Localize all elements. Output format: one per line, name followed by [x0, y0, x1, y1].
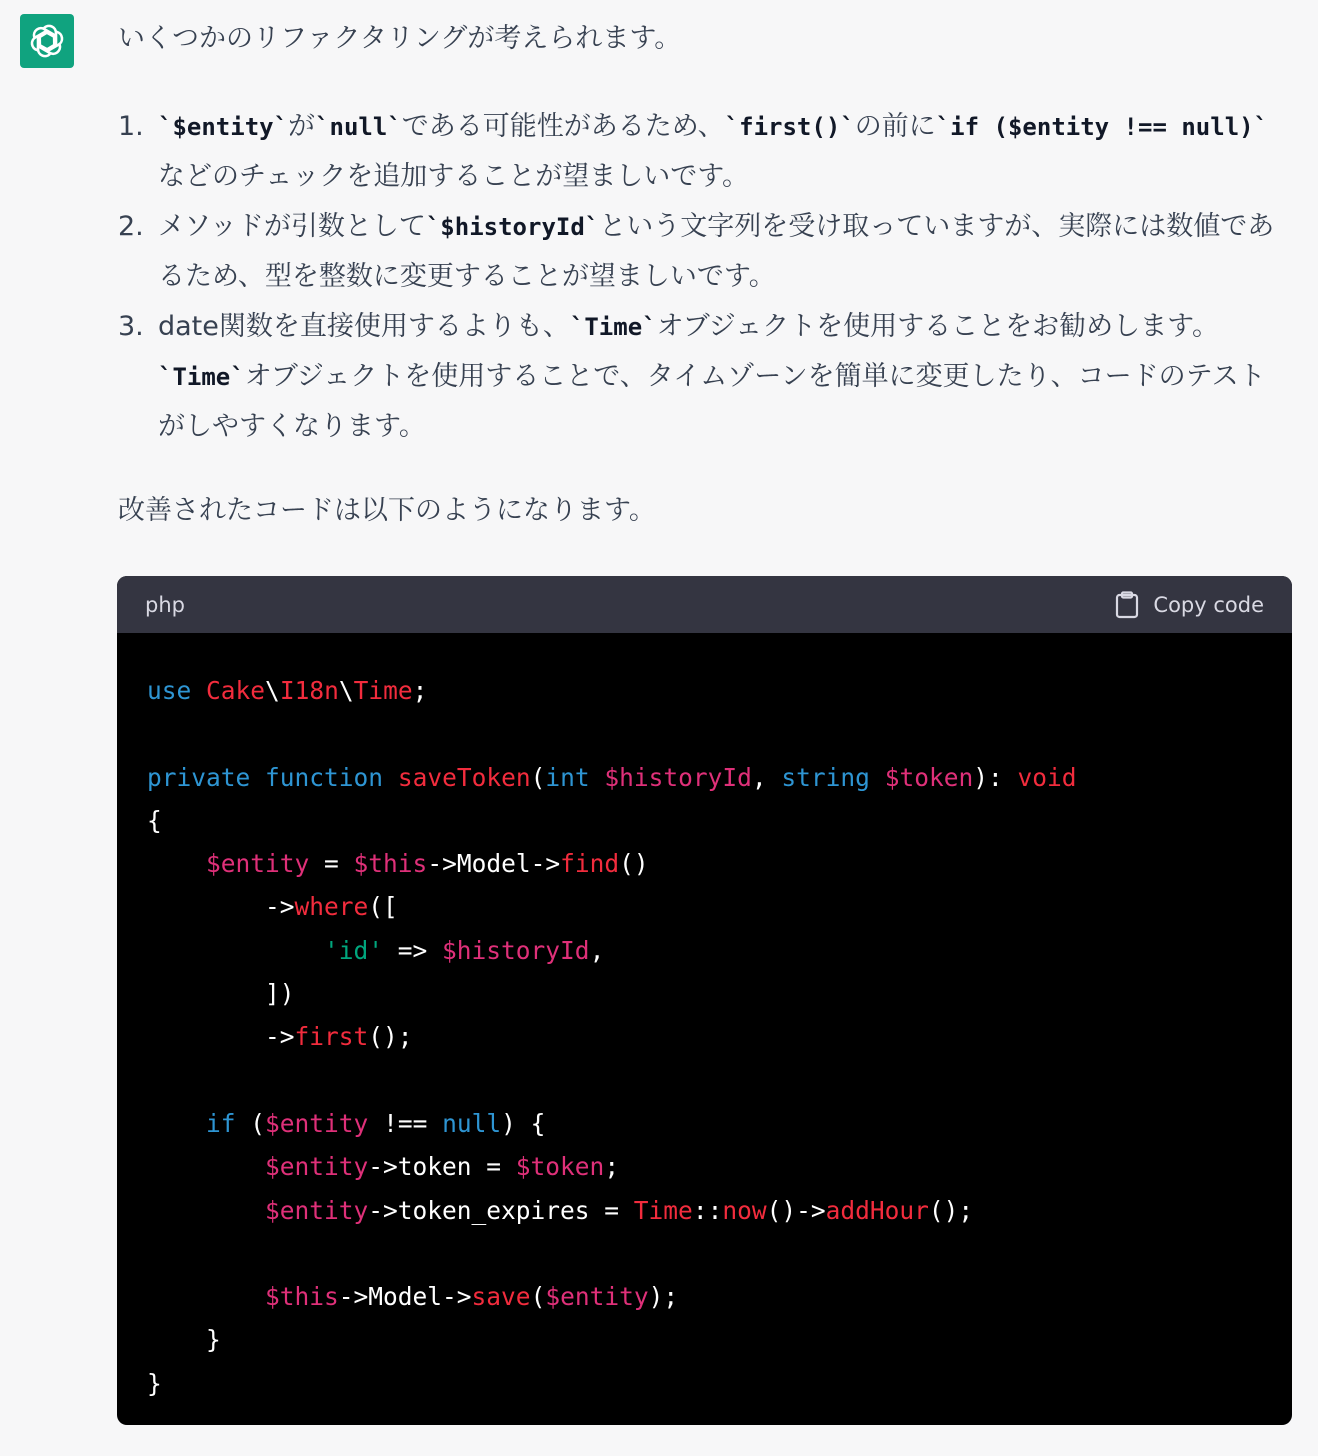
code-token: () [619, 849, 649, 879]
code-token: \ [338, 676, 354, 705]
code-token: (); [368, 1022, 413, 1052]
code-token: , [751, 762, 782, 792]
code-token [147, 1152, 265, 1181]
code-block [117, 576, 1292, 1425]
code-token: $this [265, 1282, 339, 1312]
code-line [147, 1318, 1262, 1361]
code-line [147, 1015, 1262, 1058]
inline-code: `Time` [569, 313, 657, 341]
code-token: ->Model-> [338, 1282, 472, 1312]
code-token: $token [515, 1152, 605, 1182]
item-text: メソッドが引数として [158, 211, 426, 242]
code-token: string [781, 762, 870, 792]
code-token: Cake [206, 676, 266, 705]
item-text: という文字列を受け取っていますが、実際には数値であるため、型を整数に変更することが望ましいです。 [158, 211, 1275, 292]
code-token [147, 1109, 206, 1138]
code-token: if [206, 1108, 236, 1138]
code-token: ([ [368, 892, 398, 922]
code-token [147, 849, 206, 878]
code-token [147, 1282, 265, 1311]
list-number: 2. [118, 211, 144, 242]
code-token: ( [530, 762, 546, 792]
code-token: } [147, 1325, 221, 1355]
code-line [147, 929, 1262, 972]
code-token: ; [604, 1152, 620, 1182]
code-token: ); [648, 1282, 679, 1312]
code-token: $this [353, 849, 428, 879]
item-text: オブジェクトを使用することで、タイムゾーンを簡単に変更したり、コードのテストがしやすくなります。 [158, 361, 1266, 442]
code-token: saveToken [397, 762, 531, 792]
code-token: ]) [147, 979, 295, 1009]
code-token: (); [928, 1195, 974, 1225]
code-token: ( [235, 1108, 266, 1138]
item-text: date関数を直接使用するよりも、 [158, 311, 570, 342]
code-line [147, 972, 1262, 1015]
code-token: Time [353, 676, 413, 705]
code-token [870, 763, 885, 792]
code-token: ->Model-> [427, 849, 561, 879]
code-token: $entity [265, 1108, 369, 1138]
assistant-message [118, 14, 1292, 536]
code-token: -> [147, 892, 295, 922]
suggestion-item [118, 302, 1292, 452]
code-line [147, 1102, 1262, 1145]
code-token: ( [530, 1282, 546, 1312]
code-token: function [265, 762, 384, 792]
clipboard-icon [1115, 591, 1139, 619]
code-token: use [147, 676, 192, 705]
code-token: addHour [825, 1195, 929, 1225]
code-token: !== [368, 1108, 443, 1138]
code-token [383, 763, 398, 792]
suggestion-item [118, 102, 1292, 202]
code-token: :: [692, 1195, 723, 1225]
code-token: int [545, 762, 590, 792]
code-token: ): [973, 762, 1018, 792]
code-line [147, 842, 1262, 885]
improved-code-intro: 改善されたコードは以下のようになります。 [118, 495, 656, 526]
code-line [147, 756, 1262, 799]
code-line [147, 1059, 1262, 1102]
code-token: $token [884, 762, 974, 792]
code-token [191, 676, 206, 705]
code-token: $entity [545, 1282, 649, 1312]
code-token: $entity [265, 1195, 369, 1225]
code-token: void [1017, 762, 1077, 792]
code-token: null [442, 1108, 502, 1138]
code-line [147, 669, 1262, 712]
list-number: 3. [118, 311, 144, 342]
code-token: \ [265, 676, 280, 705]
item-text: などのチェックを追加することが望ましいです。 [158, 161, 750, 192]
code-line [147, 1145, 1262, 1188]
code-token: 'id' [324, 935, 384, 965]
code-token: $historyId [604, 762, 752, 792]
code-token: save [471, 1282, 531, 1312]
code-token [590, 763, 605, 792]
list-number: 1. [118, 111, 144, 142]
code-token: where [294, 892, 369, 922]
code-line [147, 1362, 1262, 1405]
copy-code-button[interactable] [1115, 591, 1264, 619]
intro-text: いくつかのリファクタリングが考えられます。 [118, 23, 682, 54]
code-token: ) { [501, 1108, 546, 1138]
code-line [147, 1232, 1262, 1275]
code-token: $historyId [442, 935, 590, 965]
code-token: => [383, 935, 443, 965]
code-token: $entity [206, 849, 310, 879]
inline-code: `$historyId` [425, 213, 600, 241]
assistant-avatar [20, 14, 74, 68]
code-header [117, 576, 1292, 633]
code-token: I18n [279, 676, 339, 705]
openai-logo-icon [27, 21, 67, 61]
code-token: = [309, 849, 354, 879]
code-token: now [722, 1195, 767, 1225]
inline-code: `Time` [158, 363, 245, 391]
code-line [147, 1275, 1262, 1318]
item-text: の前に [854, 111, 936, 142]
code-line [147, 712, 1262, 755]
code-token [147, 936, 324, 965]
code-line [147, 885, 1262, 928]
item-text: オブジェクトを使用することをお勧めします。 [656, 311, 1220, 342]
code-token: -> [147, 1022, 295, 1052]
code-line [147, 1189, 1262, 1232]
code-token: first [294, 1022, 369, 1052]
code-language-label: php [145, 592, 185, 617]
code-line [147, 799, 1262, 842]
item-text: が [288, 111, 316, 142]
inline-code: `null` [315, 113, 402, 141]
code-token: } [147, 1368, 162, 1398]
code-token: , [589, 935, 605, 965]
suggestion-list [118, 102, 1292, 452]
code-token: ()-> [766, 1195, 826, 1225]
copy-code-label: Copy code [1153, 592, 1264, 617]
code-token: ; [412, 676, 428, 705]
code-token: find [560, 849, 620, 879]
code-token: $entity [265, 1152, 369, 1182]
code-token: Time [633, 1195, 693, 1225]
suggestion-item [118, 202, 1292, 302]
code-token [147, 1196, 265, 1225]
code-token: ->token = [368, 1152, 516, 1182]
code-token: { [147, 805, 162, 835]
item-text: である可能性があるため、 [401, 111, 725, 142]
inline-code: `first()` [724, 113, 855, 141]
code-content [117, 633, 1292, 1405]
code-token: ->token_expires = [368, 1195, 634, 1225]
code-token: private [147, 762, 251, 792]
inline-code: `if ($entity !== null)` [935, 113, 1269, 141]
code-token [250, 763, 265, 792]
inline-code: `$entity` [158, 113, 289, 141]
